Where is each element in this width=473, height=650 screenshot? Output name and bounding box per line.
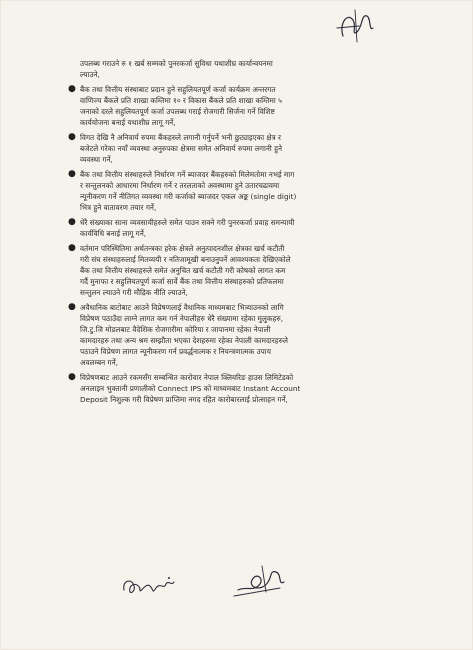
item-line: बजेटले गरेका नयाँ व्यवस्था अनुरुपका क्षेत्रमा समेत अनिवार्य रुपमा लगानी हुने	[80, 144, 283, 153]
item-line: वाणिज्य बैंकले प्रति शाखा कम्तिमा १० र विकास बैंकले प्रति शाखा कम्तिमा ५	[80, 96, 282, 105]
bullet-icon: ●	[68, 169, 76, 179]
bullet-icon: ●	[68, 302, 76, 312]
item-line: न्यूनीकरण गर्ने नीतिगत व्यवस्था गरी कर्जाको ब्याजदर एकल अङ्क (single digit)	[80, 192, 297, 201]
item-line: सन्तुलन ल्याउने गरी मौद्रिक नीति ल्याउने,	[80, 288, 188, 297]
intro-line: ल्याउने,	[80, 70, 100, 79]
item-line: अनलाइन भुक्तानी प्रणालीको Connect IPS को माध्यमबाट Instant Account	[80, 384, 301, 393]
bullet-icon: ●	[68, 84, 76, 94]
item-line: गरी संघ संस्थाहरुलाई मितव्ययी र नतिजामूखी बनाउनुपर्ने आवश्यकता देखिएकोले	[80, 255, 291, 264]
item-line: र सन्तुलनको आधारमा निर्धारण गर्ने र तरलताको अवस्थामा हुने उतारचढावमा	[80, 181, 280, 190]
item-line: पठाउने विप्रेषण लागत न्यूनीकरण गर्न प्रवर्द्धनात्मक र नियन्त्रणात्मक उपाय	[80, 347, 271, 356]
signature-bottom-left	[120, 572, 184, 600]
document-body	[68, 58, 432, 405]
intro-line: उपलब्ध गराउने रु १ खर्ब सम्मको पुनरकर्जा सुविधा यथाशीघ्र कार्यान्वयनमा	[80, 59, 273, 68]
item-line: जनाको दरले सहुलियतपूर्ण कर्जा उपलब्ध गराई रोजगारी सिर्जना गर्ने विशिष्ट	[80, 107, 275, 116]
bullet-icon: ●	[68, 243, 76, 253]
list-item	[68, 217, 432, 239]
bullet-icon: ●	[68, 372, 76, 382]
item-line: जि.टु.जि मोडलबाट वैदेशिक रोजगारीमा कोरिया र जापानमा रहेका नेपाली	[80, 325, 271, 334]
item-line: बैंक तथा वित्तीय संस्थाबाट प्रदान हुने सहुलियतपूर्ण कर्जा कार्यक्रम अन्तरगत	[80, 85, 276, 94]
item-line: भित्र हुने वातावरण तयार गर्ने,	[80, 203, 157, 212]
bullet-icon: ●	[68, 132, 76, 142]
list-item	[68, 84, 432, 128]
item-line: कार्यविधि बनाई लागू गर्ने,	[80, 229, 147, 238]
list-item	[68, 372, 432, 405]
item-line: विप्रेषण पठाउँदा लाग्ने लागत कम गर्न नेपालीहरु धेरै संख्यामा रहेका मुलुकहरु,	[80, 314, 284, 323]
item-line: धेरै संख्याका साना व्यवसायीहरुले समेत पाउन सक्ने गरी पुनरकर्जा प्रवाह समन्यायी	[80, 218, 295, 227]
item-line: व्यवस्था गर्ने,	[80, 155, 113, 164]
bullet-icon: ●	[68, 217, 76, 227]
item-line: Deposit निशुल्क गरी विप्रेषण प्राप्तिमा नगद रहित कारोबारलाई प्रोत्साहन गर्ने,	[80, 395, 288, 404]
signature-top-right	[333, 6, 377, 48]
list-item	[68, 302, 432, 368]
list-item	[68, 243, 432, 298]
signature-bottom-right	[232, 562, 290, 604]
item-line: गर्दै मुनाफा र सहुलियतपूर्ण कर्जा सार्वे बैंक तथा वित्तीय संस्थाहरुको प्रतिफलमा	[80, 277, 284, 286]
item-line: बैंक तथा वित्तीय संस्थाहरुले समेत अनुचित खर्च कटौती गरी कोषको लागत कम	[80, 266, 286, 275]
item-line: विगत देखि नै अनिवार्य रुपमा बैंकहरुले लगानी गर्नुपर्ने भनी छुट्याइएका क्षेत्र र	[80, 133, 281, 142]
list-item	[68, 132, 432, 165]
list-item	[68, 169, 432, 213]
item-line: बैंक तथा वित्तीय संस्थाहरुले निर्धारण गर्ने ब्याजदर बैंकहरुको मिलेमतोमा नभई माग	[80, 170, 295, 179]
item-line: वर्तमान परिस्थितिमा अर्थतन्त्रका हरेक क्षेत्रले अनुत्पादनशील क्षेत्रका खर्च कटौती	[80, 244, 285, 253]
item-line: कामदारहरु तथा अन्य श्रम सम्झौता भएका देशहरुमा रहेका नेपाली कामदारहरुले	[80, 336, 288, 345]
item-line: अवलम्बन गर्ने,	[80, 358, 118, 367]
item-line: अवैधानिक बाटोबाट आउने विप्रेषणलाई वैधानिक माध्यमबाट भित्र्याउनको लागि	[80, 303, 284, 312]
item-line: विप्रेषणबाट आउने रकमसँग सम्बन्धित कारोवार नेपाल क्लियरिङ हाउस लिमिटेडको	[80, 373, 294, 382]
item-line: कार्ययोजना बनाई यथाशीघ्र लागू गर्ने,	[80, 118, 176, 127]
